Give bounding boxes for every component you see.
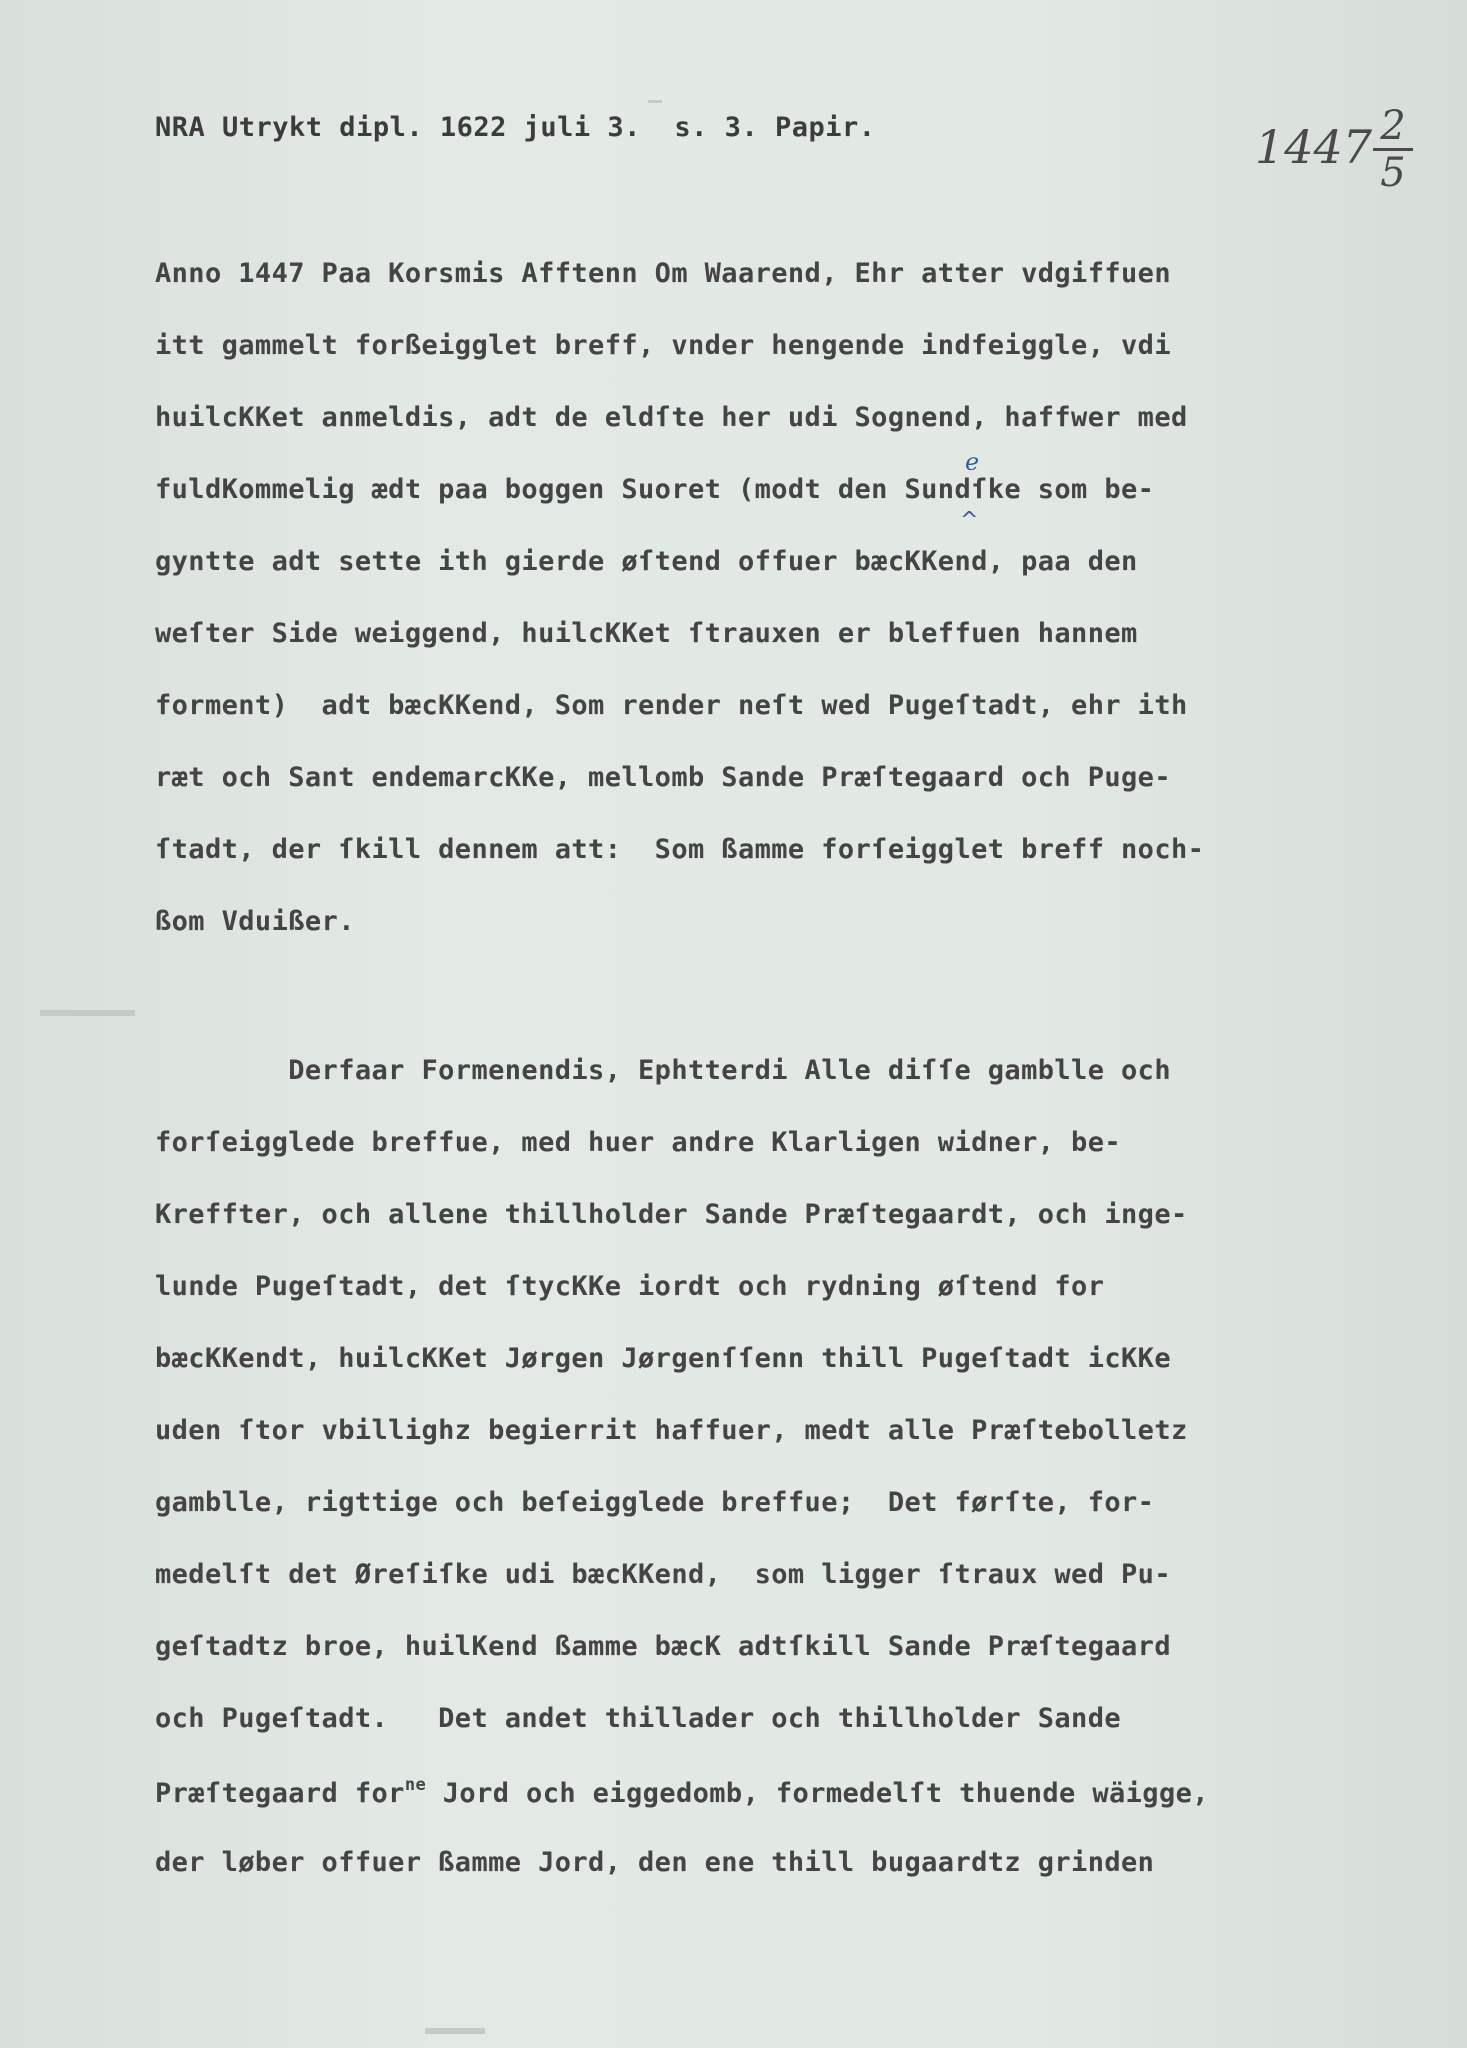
text-line: Anno 1447 Paa Korsmis Afftenn Om Waarend, Ehr atter vdgiffuen: [155, 258, 1171, 289]
text-line: weſter Side weiggend, huilcKKet ſtrauxen er bleffuen hannem: [155, 618, 1138, 649]
text-line: uden ſtor vbillighz begierrit haffuer, medt alle Præſtebolletz: [155, 1415, 1188, 1446]
text-line: gyntte adt sette ith gierde øſtend offuer bæcKKend, paa den: [155, 546, 1138, 577]
text-line: ßom Vduißer.: [155, 906, 355, 937]
text-line: fuldKommelig ædt paa boggen Suoret (modt den Sundſke som be-: [155, 474, 1155, 505]
text-line: huilcKKet anmeldis, adt de eldſte her udi Sognend, haffwer med: [155, 402, 1188, 433]
text-line: Kreffter, och allene thillholder Sande Præſtegaardt, och inge-: [155, 1199, 1188, 1230]
text-line: der løber offuer ßamme Jord, den ene thill bugaardtz grinden: [155, 1847, 1155, 1878]
handwritten-annotation: [1255, 103, 1406, 196]
text-line: forment) adt bæcKKend, Som render neſt wed Pugeſtadt, ehr ith: [155, 690, 1188, 721]
handwritten-correction: e: [965, 448, 980, 476]
text-line: geſtadtz broe, huilKend ßamme bæcK adtſkill Sande Præſtegaard: [155, 1631, 1171, 1662]
text-line: Derfaar Formenendis, Ephtterdi Alle diſſe gamblle och: [155, 1055, 1171, 1086]
text-line: forſeigglede breffue, med huer andre Klarligen widner, be-: [155, 1127, 1122, 1158]
text-line: medelſt det Øreſiſke udi bæcKKend, som ligger ſtraux wed Pu-: [155, 1559, 1171, 1590]
insertion-caret: ^: [960, 508, 979, 533]
fraction-numerator: 2: [1373, 106, 1413, 151]
line-text: Jord och eiggedomb, formedelſt thuende wäigge,: [426, 1778, 1209, 1809]
text-line: ræt och Sant endemarcKKe, mellomb Sande Præſtegaard och Puge-: [155, 762, 1171, 793]
text-line: och Pugeſtadt. Det andet thillader och thillholder Sande: [155, 1703, 1122, 1734]
archive-reference-header: NRA Utrykt dipl. 1622 juli 3. s. 3. Papir.: [155, 112, 876, 143]
text-line: ſtadt, der ſkill dennem att: Som ßamme forſeigglet breff noch-: [155, 834, 1205, 865]
superscript-abbreviation: ne: [404, 1775, 427, 1795]
fraction-denominator: 5: [1380, 150, 1406, 196]
paper-mark: [40, 1010, 135, 1016]
paper-mark: [648, 100, 662, 103]
text-line: [155, 1775, 1209, 1809]
annotation-number: 1447: [1255, 120, 1373, 174]
text-line: gamblle, rigttige och beſeigglede breffue; Det førſte, for-: [155, 1487, 1155, 1518]
text-line: lunde Pugeſtadt, det ſtycKKe iordt och rydning øſtend for: [155, 1271, 1105, 1302]
text-line: itt gammelt forßeigglet breff, vnder hengende indfeiggle, vdi: [155, 330, 1171, 361]
annotation-fraction: [1373, 103, 1413, 196]
line-text: Præſtegaard for: [155, 1778, 405, 1809]
text-line: bæcKKendt, huilcKKet Jørgen Jørgenſſenn thill Pugeſtadt icKKe: [155, 1343, 1171, 1374]
paper-mark: [425, 2028, 485, 2034]
